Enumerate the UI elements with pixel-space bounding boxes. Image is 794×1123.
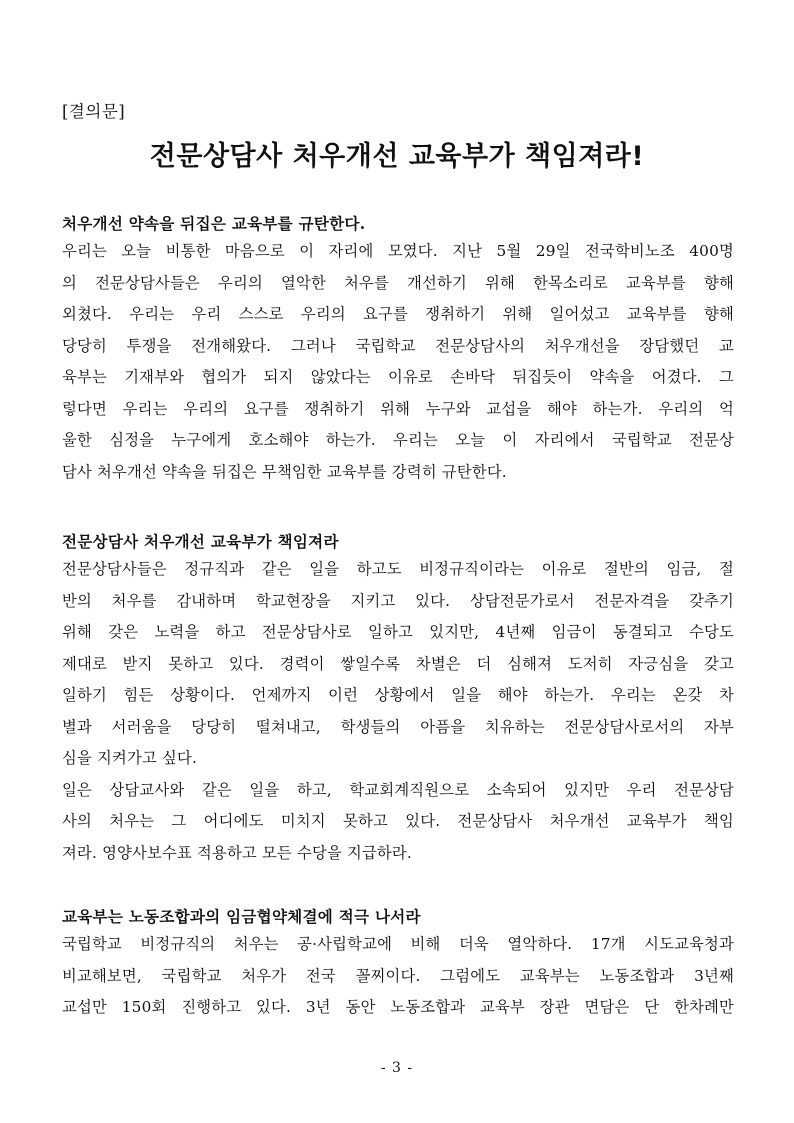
page-number: - 3 - [380, 1060, 414, 1076]
paragraph-line: 심을 지켜가고 싶다. [62, 749, 198, 767]
section-heading: 처우개선 약속을 뒤집은 교육부를 규탄한다. [62, 214, 366, 233]
paragraph-line: 담사 처우개선 약속을 뒤집은 무책임한 교육부를 강력히 규탄한다. [62, 462, 507, 481]
paragraph-line: 교섭만 150회 진행하고 있다. 3년 동안 노동조합과 교육부 장관 면담은 단 한차례만 [62, 998, 734, 1016]
document-label: [결의문] [62, 102, 126, 121]
section-heading: 교육부는 노동조합과의 임금협약체결에 적극 나서라 [62, 907, 421, 926]
paragraph-line: 일은 상담교사와 같은 일을 하고, 학교회계직원으로 소속되어 있지만 우리 전문상담 [62, 780, 734, 799]
paragraph-line: 일하기 힘든 상황이다. 언제까지 이런 상황에서 일을 해야 하는가. 우리는 온갖 차 [62, 686, 734, 704]
paragraph-line: 우리는 오늘 비통한 마음으로 이 자리에 모였다. 지난 5월 29일 전국학비노조 400명 [62, 242, 734, 260]
paragraph-line: 져라. 영양사보수표 적용하고 모든 수당을 지급하라. [62, 843, 412, 862]
section-condemn-ministry [62, 212, 734, 488]
paragraph-line: 당당히 투쟁을 전개해왔다. 그러나 국립학교 전문상담사의 처우개선을 장담했던 교 [62, 336, 734, 355]
paragraph-line: 반의 처우를 감내하며 학교현장을 지키고 있다. 상담전문가로서 전문자격을 갖추기 [62, 591, 734, 610]
paragraph-line: 울한 심정을 누구에게 호소해야 하는가. 우리는 오늘 이 자리에서 국립학교 전문상 [62, 431, 734, 449]
paragraph-line: 사의 처우는 그 어디에도 미치지 못하고 있다. 전문상담사 처우개선 교육부가 책임 [62, 812, 734, 830]
paragraph-line: 렇다면 우리는 우리의 요구를 쟁취하기 위해 누구와 교섭을 해야 하는가. 우리의 억 [62, 399, 734, 418]
paragraph-line: 육부는 기재부와 협의가 되지 않았다는 이유로 손바닥 뒤집듯이 약속을 어겼다. 그 [62, 368, 734, 386]
paragraph-line: 위해 갖은 노력을 하고 전문상담사로 일하고 있지만, 4년째 임금이 동결되고 수당도 [62, 623, 734, 641]
paragraph-line: 의 전문상담사들은 우리의 열악한 처우를 개선하기 위해 한목소리로 교육부를 향해 [62, 273, 734, 292]
document-title: 전문상담사 처우개선 교육부가 책임져라! [149, 141, 645, 172]
paragraph-line: 제대로 받지 못하고 있다. 경력이 쌓일수록 차별은 더 심해져 도저히 자긍심을 갖고 [62, 654, 734, 673]
paragraph-line: 비교해보면, 국립학교 처우가 전국 꼴찌이다. 그럼에도 교육부는 노동조합과 3년째 [62, 966, 734, 985]
paragraph-line: 국립학교 비정규직의 처우는 공·사립학교에 비해 더욱 열악하다. 17개 시도교육청과 [62, 935, 734, 953]
paragraph-line: 전문상담사들은 정규직과 같은 일을 하고도 비정규직이라는 이유로 절반의 임금, 절 [62, 560, 734, 578]
paragraph-line: 별과 서러움을 당당히 떨쳐내고, 학생들의 아픔을 치유하는 전문상담사로서의 자부 [62, 717, 734, 736]
section-heading: 전문상담사 처우개선 교육부가 책임져라 [62, 532, 339, 551]
paragraph-line: 외쳤다. 우리는 우리 스스로 우리의 요구를 쟁취하기 위해 일어섰고 교육부를 향해 [62, 305, 734, 323]
section-ministry-responsibility [62, 530, 734, 869]
section-wage-agreement [62, 905, 734, 1024]
